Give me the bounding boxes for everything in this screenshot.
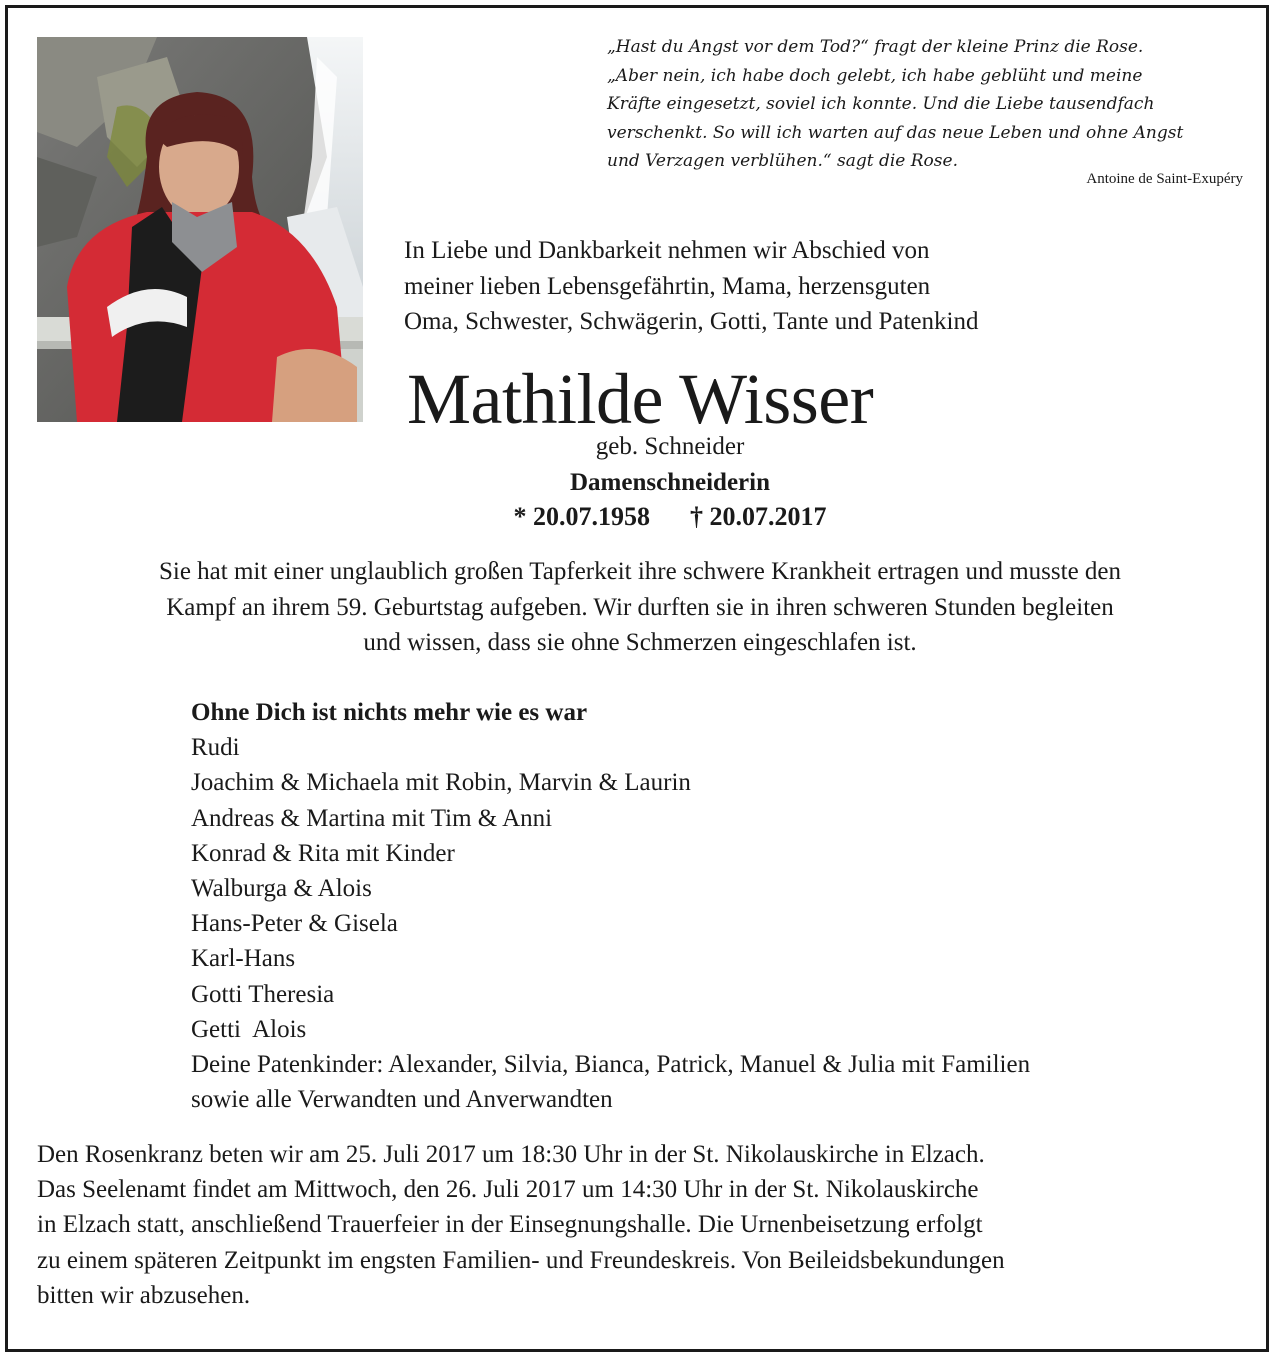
- quote-line: „Hast du Angst vor dem Tod?“ fragt der kleine Prinz die Rose.: [607, 37, 1144, 57]
- mourner-name: Joachim & Michaela mit Robin, Marvin & Laurin: [191, 769, 691, 797]
- quote-line: und Verzagen verblühen.“ sagt die Rose.: [607, 151, 958, 171]
- mourners-lead: Ohne Dich ist nichts mehr wie es war: [191, 699, 588, 726]
- mourner-name: Walburga & Alois: [191, 875, 372, 903]
- mourner-name: Andreas & Martina mit Tim & Anni: [191, 804, 553, 832]
- service-line: in Elzach statt, anschließend Trauerfeier in der Einsegnungshalle. Die Urnenbeisetzung erfolgt: [37, 1211, 983, 1239]
- mourners-list: [191, 695, 1231, 1117]
- mourner-name: Karl-Hans: [191, 945, 296, 973]
- mourner-name: Konrad & Rita mit Kinder: [191, 839, 455, 867]
- service-line: Das Seelenamt findet am Mittwoch, den 26. Juli 2017 um 14:30 Uhr in der St. Nikolauskirche: [37, 1176, 979, 1204]
- death-date: † 20.07.2017: [690, 502, 827, 531]
- body-line: Kampf an ihrem 59. Geburtstag aufgeben. Wir durften sie in ihren schweren Stunden begleiten: [166, 593, 1114, 621]
- quote-line: „Aber nein, ich habe doch gelebt, ich habe geblüht und meine: [607, 65, 1143, 86]
- quote-line: Kräfte eingesetzt, soviel ich konnte. Und die Liebe tausendfach: [607, 94, 1155, 114]
- intro-line: meiner lieben Lebensgefährtin, Mama, herzensguten: [404, 272, 931, 300]
- portrait-photo-illustration: [37, 37, 363, 422]
- life-dates: [400, 500, 940, 534]
- quote-author: Antoine de Saint-Exupéry: [1086, 171, 1243, 187]
- mourner-name: Gotti Theresia: [191, 980, 335, 1008]
- intro-line: In Liebe und Dankbarkeit nehmen wir Abschied von: [404, 237, 930, 264]
- mourner-name: Getti Alois: [191, 1015, 307, 1043]
- service-line: Den Rosenkranz beten wir am 25. Juli 2017 um 18:30 Uhr in der St. Nikolauskirche in Elzach.: [37, 1141, 985, 1168]
- profession: Damenschneiderin: [570, 469, 770, 496]
- body-line: und wissen, dass sie ohne Schmerzen eingeschlafen ist.: [363, 629, 917, 656]
- intro-text: [404, 233, 1204, 340]
- mourner-name: Hans-Peter & Gisela: [191, 910, 398, 938]
- quote-block: [607, 33, 1257, 176]
- service-line: bitten wir abzusehen.: [37, 1281, 251, 1309]
- body-text: [40, 554, 1240, 661]
- mourner-name: Rudi: [191, 734, 240, 762]
- mourner-name: sowie alle Verwandten und Anverwandten: [191, 1086, 613, 1114]
- quote-line: verschenkt. So will ich warten auf das neue Leben und ohne Angst: [607, 122, 1184, 143]
- maiden-name: geb. Schneider: [595, 433, 745, 460]
- body-line: Sie hat mit einer unglaublich großen Tapferkeit ihre schwere Krankheit ertragen und musste den: [158, 558, 1122, 585]
- birth-date: * 20.07.1958: [513, 502, 650, 531]
- service-details: [37, 1137, 1247, 1313]
- deceased-name: Mathilde Wisser: [407, 359, 874, 439]
- mourner-name: Deine Patenkinder: Alexander, Silvia, Bianca, Patrick, Manuel & Julia mit Familien: [191, 1051, 1031, 1079]
- intro-line: Oma, Schwester, Schwägerin, Gotti, Tante und Patenkind: [404, 308, 979, 335]
- portrait-photo: [37, 37, 363, 422]
- service-line: zu einem späteren Zeitpunkt im engsten Familien- und Freundeskreis. Von Beileidsbekundungen: [37, 1246, 1005, 1274]
